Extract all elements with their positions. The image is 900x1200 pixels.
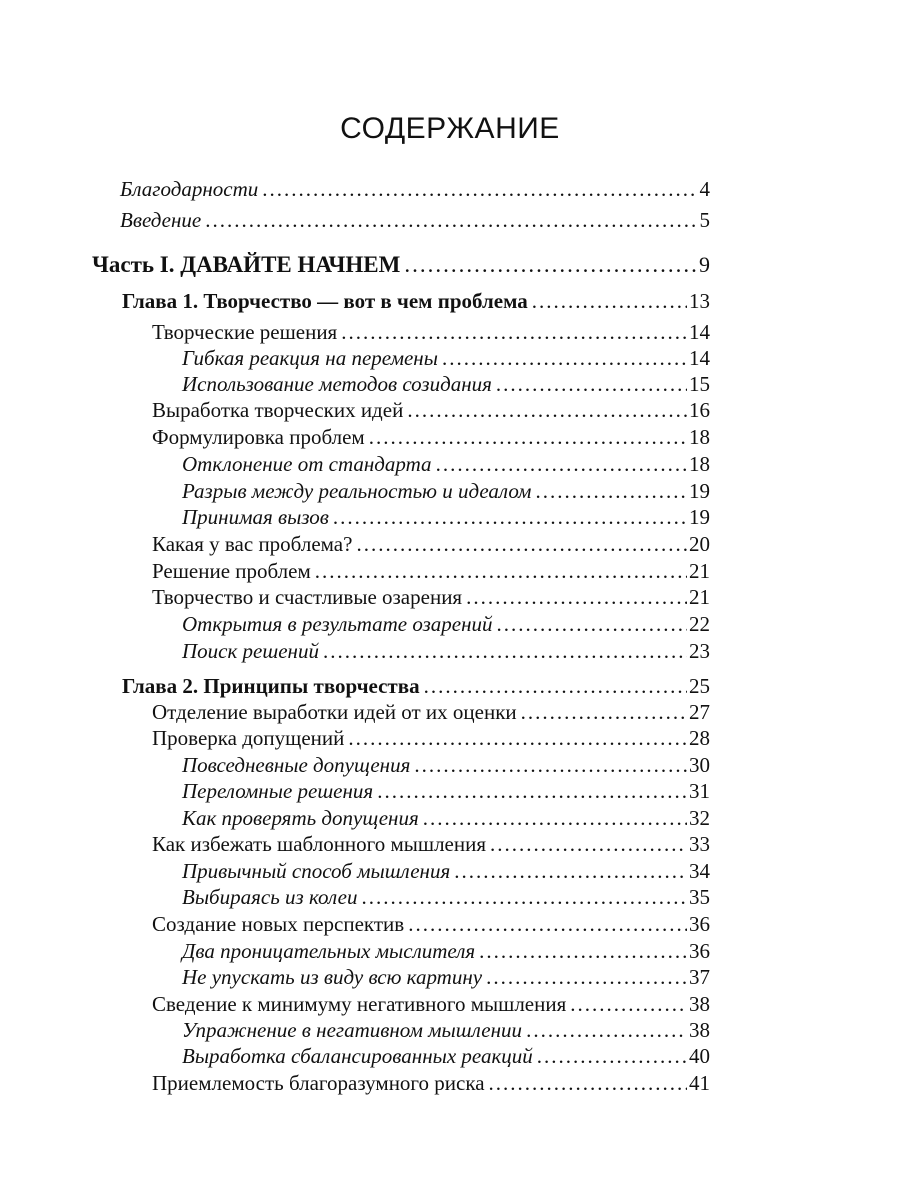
dot-leader (486, 963, 687, 991)
toc-entry (152, 724, 710, 752)
toc-entry-label: Какая у вас проблема? (152, 532, 353, 556)
toc-entry (122, 672, 710, 700)
toc-entry-label: Благодарности (120, 177, 259, 201)
toc-entry-page-number: 34 (689, 859, 710, 883)
toc-entry-label: Создание новых перспектив (152, 912, 405, 936)
toc-entry-page-number: 37 (689, 965, 710, 989)
toc-entry-label: Проверка допущений (152, 726, 345, 750)
toc-entry (182, 937, 710, 965)
toc-entry (152, 530, 710, 558)
toc-entry-label: Творческие решения (152, 320, 338, 344)
toc-entry-page-number: 28 (689, 726, 710, 750)
toc-entry-page-number: 15 (689, 372, 710, 396)
dot-leader (489, 1069, 687, 1097)
toc-entry (152, 910, 710, 938)
toc-entry-page-number: 4 (699, 177, 710, 201)
page-title: СОДЕРЖАНИЕ (340, 112, 560, 145)
dot-leader (532, 287, 687, 315)
toc-entry-page-number: 30 (689, 753, 710, 777)
dot-leader (333, 503, 687, 531)
toc-entry (182, 637, 710, 665)
toc-entry-label: Выработка сбалансированных реакций (182, 1044, 533, 1068)
toc-entry (152, 557, 710, 585)
toc-entry (182, 503, 710, 531)
toc-entry (152, 990, 710, 1018)
dot-leader (404, 251, 697, 279)
toc-entry-page-number: 35 (689, 885, 710, 909)
dot-leader (361, 883, 687, 911)
toc-entry-label: Использование методов созидания (182, 372, 492, 396)
toc-entry-page-number: 23 (689, 639, 710, 663)
toc-entry-label: Творчество и счастливые озарения (152, 585, 463, 609)
dot-leader (479, 937, 687, 965)
toc-entry-page-number: 14 (689, 346, 710, 370)
toc-entry-label: Повседневные допущения (182, 753, 411, 777)
dot-leader (408, 910, 687, 938)
dot-leader (369, 423, 687, 451)
toc-entry (182, 1016, 710, 1044)
toc-entry (182, 450, 710, 478)
toc-entry (152, 423, 710, 451)
toc-entry (152, 318, 710, 346)
toc-entry (120, 206, 710, 234)
toc-entry (182, 804, 710, 832)
toc-entry-label: Как проверять допущения (182, 806, 419, 830)
toc-entry (182, 963, 710, 991)
dot-leader (341, 318, 687, 346)
toc-entry (182, 777, 710, 805)
toc-entry (182, 1042, 710, 1070)
dot-leader (490, 830, 687, 858)
dot-leader (570, 990, 687, 1018)
toc-entry-label: Сведение к минимуму негативного мышления (152, 992, 567, 1016)
toc-entry-label: Не упускать из виду всю картину (182, 965, 483, 989)
toc-entry-page-number: 19 (689, 505, 710, 529)
toc-entry-page-number: 41 (689, 1071, 710, 1095)
dot-leader (323, 637, 687, 665)
toc-entry-page-number: 5 (699, 208, 710, 232)
toc-entry-page-number: 13 (689, 289, 710, 313)
dot-leader (526, 1016, 687, 1044)
toc-entry-page-number: 21 (689, 559, 710, 583)
toc-entry-page-number: 36 (689, 912, 710, 936)
toc-entry-page-number: 22 (689, 612, 710, 636)
toc-entry-label: Глава 1. Творчество — вот в чем проблема (122, 289, 528, 313)
toc-entry-page-number: 32 (689, 806, 710, 830)
dot-leader (205, 206, 697, 234)
toc-entry-label: Два проницательных мыслителя (182, 939, 476, 963)
toc-entry-page-number: 36 (689, 939, 710, 963)
toc-entry-label: Как избежать шаблонного мышления (152, 832, 487, 856)
toc-entry-label: Выбираясь из колеи (182, 885, 358, 909)
toc-entry (120, 175, 710, 203)
toc-entry-page-number: 33 (689, 832, 710, 856)
dot-leader (348, 724, 687, 752)
toc-entry-label: Выработка творческих идей (152, 398, 404, 422)
toc-entry-page-number: 25 (689, 674, 710, 698)
dot-leader (442, 344, 687, 372)
toc-entry-page-number: 19 (689, 479, 710, 503)
toc-entry-label: Глава 2. Принципы творчества (122, 674, 420, 698)
toc-entry-page-number: 38 (689, 992, 710, 1016)
toc-entry-label: Отклонение от стандарта (182, 452, 432, 476)
toc-entry-label: Введение (120, 208, 202, 232)
toc-entry (152, 396, 710, 424)
dot-leader (466, 583, 687, 611)
dot-leader (377, 777, 687, 805)
toc-entry-page-number: 14 (689, 320, 710, 344)
dot-leader (521, 698, 687, 726)
toc-entry (92, 251, 710, 279)
dot-leader (407, 396, 687, 424)
toc-entry (182, 610, 710, 638)
toc-entry-page-number: 38 (689, 1018, 710, 1042)
toc-entry (152, 583, 710, 611)
dot-leader (414, 751, 687, 779)
dot-leader (497, 610, 687, 638)
dot-leader (424, 672, 687, 700)
toc-entry (182, 883, 710, 911)
toc-entry-label: Открытия в результате озарений (182, 612, 493, 636)
toc-entry (152, 698, 710, 726)
dot-leader (423, 804, 687, 832)
toc-entry-label: Упражнение в негативном мышлении (182, 1018, 523, 1042)
dot-leader (262, 175, 697, 203)
dot-leader (454, 857, 687, 885)
toc-entry-label: Привычный способ мышления (182, 859, 451, 883)
toc-entry-label: Гибкая реакция на перемены (182, 346, 438, 370)
toc-entry-label: Принимая вызов (182, 505, 329, 529)
toc-entry-page-number: 31 (689, 779, 710, 803)
toc-entry (152, 1069, 710, 1097)
toc-entry (182, 751, 710, 779)
toc-entry-page-number: 18 (689, 425, 710, 449)
toc-entry (152, 830, 710, 858)
dot-leader (537, 1042, 687, 1070)
dot-leader (315, 557, 687, 585)
dot-leader (356, 530, 687, 558)
toc-entry-page-number: 18 (689, 452, 710, 476)
toc-entry-label: Поиск решений (182, 639, 319, 663)
toc-entry-label: Приемлемость благоразумного риска (152, 1071, 485, 1095)
toc-entry (182, 344, 710, 372)
toc-entry-page-number: 21 (689, 585, 710, 609)
toc-entry-page-number: 20 (689, 532, 710, 556)
toc-entry-label: Переломные решения (182, 779, 374, 803)
dot-leader (496, 370, 687, 398)
toc-entry-label: Формулировка проблем (152, 425, 365, 449)
dot-leader (436, 450, 687, 478)
toc-entry (182, 370, 710, 398)
toc-entry-page-number: 16 (689, 398, 710, 422)
toc-entry-label: Решение проблем (152, 559, 311, 583)
toc-entry-label: Часть I. ДАВАЙТЕ НАЧНЕМ (92, 252, 401, 277)
toc-entry-page-number: 27 (689, 700, 710, 724)
toc-entry-page-number: 40 (689, 1044, 710, 1068)
toc-entry (182, 857, 710, 885)
toc-entry-label: Разрыв между реальностью и идеалом (182, 479, 532, 503)
toc-entry (122, 287, 710, 315)
dot-leader (535, 477, 687, 505)
toc-entry (182, 477, 710, 505)
toc-entry-page-number: 9 (699, 252, 710, 277)
toc-entry-label: Отделение выработки идей от их оценки (152, 700, 517, 724)
